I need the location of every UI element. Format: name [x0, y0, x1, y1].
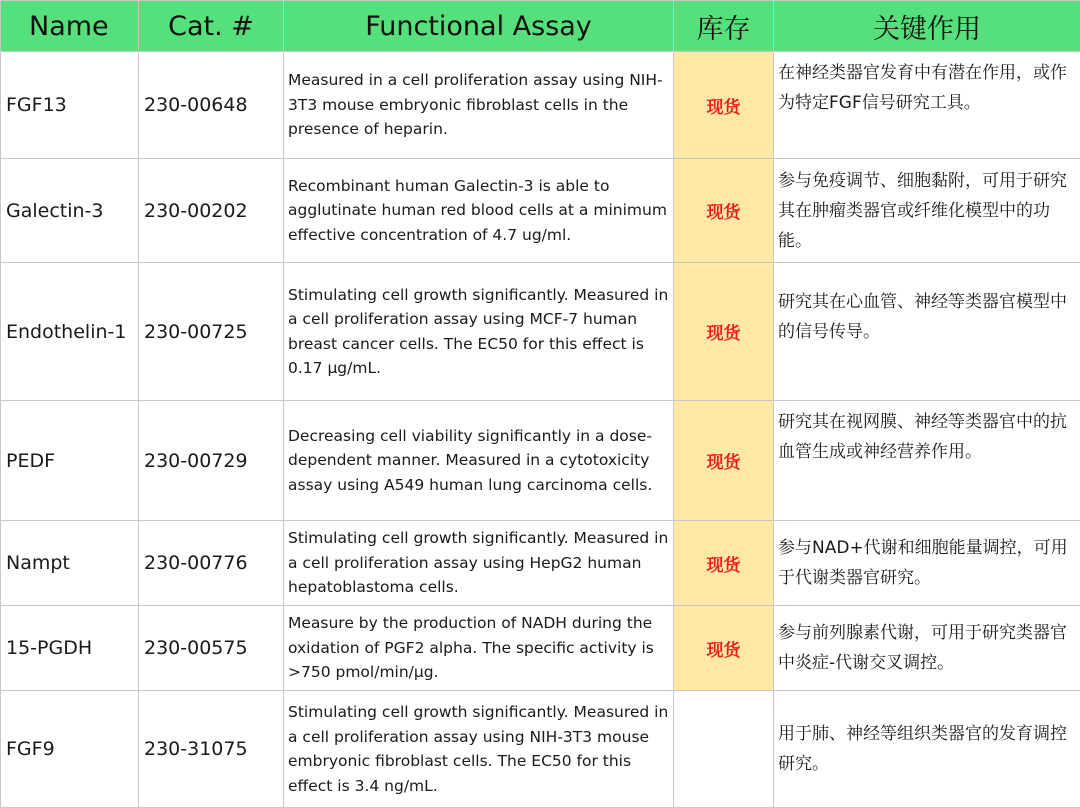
stock-status: 现货 [674, 263, 774, 401]
table-row [1, 401, 1080, 521]
stock-status: 现货 [674, 521, 774, 606]
functional-assay: Recombinant human Galectin-3 is able to agglutinate human red blood cells at a minimum effective concentration of 4.7 ug/ml. [284, 159, 674, 263]
table-row [1, 691, 1080, 808]
product-name: Nampt [1, 521, 139, 606]
header-stock: 库存 [674, 1, 774, 52]
key-role: 研究其在视网膜、神经等类器官中的抗血管生成或神经营养作用。 [774, 401, 1080, 521]
functional-assay: Decreasing cell viability significantly in a dose-dependent manner. Measured in a cytotoxicity assay using A549 human lung carcinoma cells. [284, 401, 674, 521]
functional-assay: Stimulating cell growth significantly. Measured in a cell proliferation assay using HepG2 human hepatoblastoma cells. [284, 521, 674, 606]
header-role: 关键作用 [774, 1, 1080, 52]
catalog-number: 230-00575 [139, 606, 284, 691]
product-name: 15-PGDH [1, 606, 139, 691]
product-name: Endothelin-1 [1, 263, 139, 401]
functional-assay: Stimulating cell growth significantly. Measured in a cell proliferation assay using NIH-3T3 mouse embryonic fibroblast cells. The EC50 for this effect is 3.4 ng/mL. [284, 691, 674, 808]
stock-status: 现货 [674, 606, 774, 691]
functional-assay: Stimulating cell growth significantly. Measured in a cell proliferation assay using MCF-7 human breast cancer cells. The EC50 for this effect is 0.17 μg/mL. [284, 263, 674, 401]
product-name: Galectin-3 [1, 159, 139, 263]
catalog-number: 230-00776 [139, 521, 284, 606]
header-cat: Cat. # [139, 1, 284, 52]
stock-status [674, 691, 774, 808]
stock-status: 现货 [674, 401, 774, 521]
table-row [1, 263, 1080, 401]
catalog-number: 230-31075 [139, 691, 284, 808]
catalog-number: 230-00202 [139, 159, 284, 263]
functional-assay: Measured in a cell proliferation assay using NIH-3T3 mouse embryonic fibroblast cells in the presence of heparin. [284, 52, 674, 159]
key-role: 参与NAD+代谢和细胞能量调控，可用于代谢类器官研究。 [774, 521, 1080, 606]
key-role: 参与免疫调节、细胞黏附，可用于研究其在肿瘤类器官或纤维化模型中的功能。 [774, 159, 1080, 263]
header-name: Name [1, 1, 139, 52]
key-role: 在神经类器官发育中有潜在作用，或作为特定FGF信号研究工具。 [774, 52, 1080, 159]
product-name: PEDF [1, 401, 139, 521]
product-name: FGF9 [1, 691, 139, 808]
header-assay: Functional Assay [284, 1, 674, 52]
key-role: 用于肺、神经等组织类器官的发育调控研究。 [774, 691, 1080, 808]
table-row [1, 159, 1080, 263]
catalog-number: 230-00729 [139, 401, 284, 521]
table-row [1, 521, 1080, 606]
table-row [1, 52, 1080, 159]
table-row [1, 606, 1080, 691]
stock-status: 现货 [674, 52, 774, 159]
header-row [1, 1, 1080, 52]
functional-assay: Measure by the production of NADH during the oxidation of PGF2 alpha. The specific activity is >750 pmol/min/μg. [284, 606, 674, 691]
key-role: 参与前列腺素代谢，可用于研究类器官中炎症-代谢交叉调控。 [774, 606, 1080, 691]
catalog-number: 230-00648 [139, 52, 284, 159]
key-role: 研究其在心血管、神经等类器官模型中的信号传导。 [774, 263, 1080, 401]
catalog-number: 230-00725 [139, 263, 284, 401]
stock-status: 现货 [674, 159, 774, 263]
product-name: FGF13 [1, 52, 139, 159]
